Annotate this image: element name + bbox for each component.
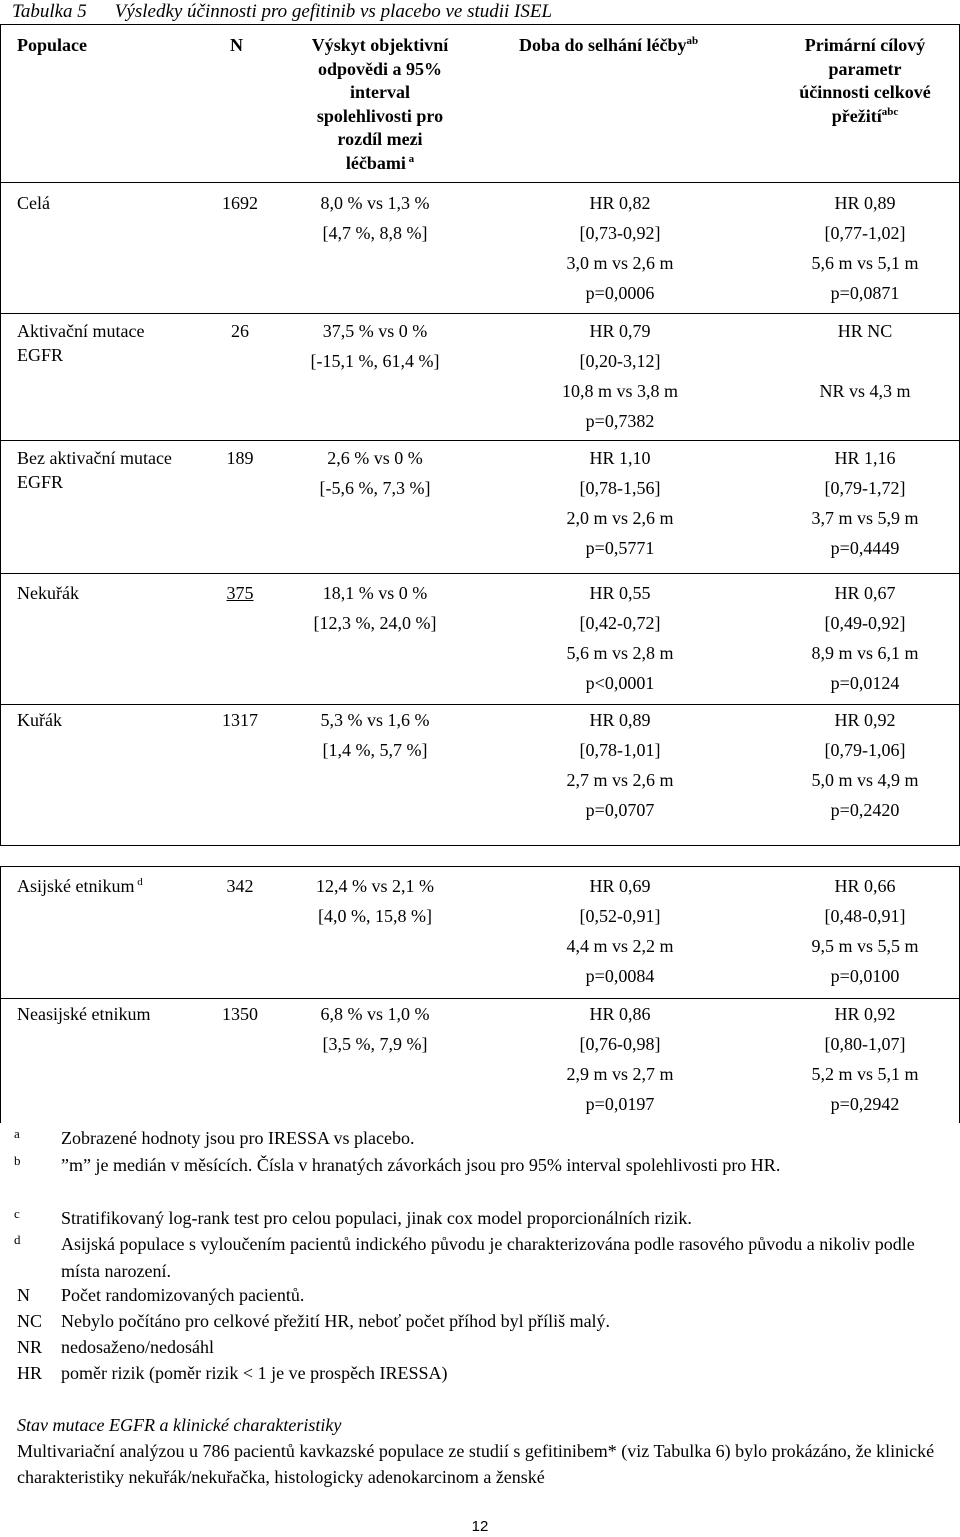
header-n: N bbox=[230, 35, 243, 55]
row-os-value: p=0,0100 bbox=[830, 966, 900, 986]
footnote-key: d bbox=[14, 1232, 21, 1247]
row-label bbox=[17, 319, 177, 367]
header-overall-survival bbox=[765, 34, 960, 128]
row-response-value: 8,0 % vs 1,3 % bbox=[320, 193, 430, 213]
footnote-text: nedosaženo/nedosáhl bbox=[61, 1337, 214, 1357]
header-divider bbox=[0, 182, 960, 183]
row-response-value: 18,1 % vs 0 % bbox=[322, 583, 428, 603]
row-response-value: [-5,6 %, 7,3 %] bbox=[319, 478, 431, 498]
page-number: 12 bbox=[471, 1518, 489, 1535]
row-label-text: Nekuřák bbox=[17, 583, 79, 603]
header-os-line: přežití$^{abc}$ bbox=[831, 105, 899, 126]
row-ttf-value: p=0,0197 bbox=[585, 1094, 655, 1114]
footnote-text: Zobrazené hodnoty jsou pro IRESSA vs placebo. bbox=[61, 1128, 415, 1148]
row-ttf-value: p=0,0006 bbox=[585, 283, 655, 303]
row-response-value: [12,3 %, 24,0 %] bbox=[313, 613, 437, 633]
row-response-value: [4,0 %, 15,8 %] bbox=[318, 906, 432, 926]
header-ttf-text: Doba do selhání léčby bbox=[519, 35, 687, 55]
row-os-value: p=0,2420 bbox=[830, 800, 900, 820]
row-ttf-value: 2,0 m vs 2,6 m bbox=[566, 508, 674, 528]
header-ttf-sup: ab bbox=[686, 35, 699, 47]
footnote-key: b bbox=[14, 1153, 21, 1168]
footnote-key: N bbox=[17, 1285, 30, 1305]
row-ttf-value: HR 0,69 bbox=[589, 876, 651, 896]
row-os-value: p=0,0124 bbox=[830, 673, 900, 693]
row-os-value: HR 0,92 bbox=[834, 710, 896, 730]
row-n: 375 bbox=[226, 583, 254, 603]
row-ttf-value: [0,52-0,91] bbox=[579, 906, 661, 926]
caption-title: Výsledky účinnosti pro gefitinib vs placebo ve studii ISEL bbox=[114, 1, 553, 22]
table-caption bbox=[12, 1, 552, 23]
row-os-value: 5,0 m vs 4,9 m bbox=[811, 770, 919, 790]
row-os-value: HR 0,92 bbox=[834, 1004, 896, 1024]
row-os-value: 8,9 m vs 6,1 m bbox=[811, 643, 919, 663]
row-os-value: [0,80-1,07] bbox=[824, 1034, 906, 1054]
header-os-line: účinnosti celkové bbox=[799, 82, 931, 102]
row-ttf-value: 4,4 m vs 2,2 m bbox=[566, 936, 674, 956]
row-divider bbox=[0, 440, 960, 441]
header-response bbox=[280, 34, 480, 175]
row-ttf-value: p=0,0707 bbox=[585, 800, 655, 820]
row-label-text: Aktivační mutace EGFR bbox=[17, 321, 145, 365]
row-os-value: 5,2 m vs 5,1 m bbox=[811, 1064, 919, 1084]
row-label-text: Neasijské etnikum bbox=[17, 1004, 151, 1024]
header-response-line: Výskyt objektivní bbox=[311, 35, 449, 55]
row-response-value: 37,5 % vs 0 % bbox=[322, 321, 428, 341]
row-os-value: HR NC bbox=[837, 321, 893, 341]
row-response-value: 12,4 % vs 2,1 % bbox=[316, 876, 434, 896]
header-os-line: Primární cílový bbox=[804, 35, 926, 55]
row-os-value: HR 1,16 bbox=[834, 448, 896, 468]
row-label bbox=[17, 1002, 217, 1026]
header-response-line: odpovědi a 95% bbox=[317, 58, 443, 79]
row-ttf-value: HR 0,86 bbox=[589, 1004, 651, 1024]
row-ttf-value: HR 0,89 bbox=[589, 710, 651, 730]
row-os-value: HR 0,89 bbox=[834, 193, 896, 213]
footnote-key: HR bbox=[17, 1363, 43, 1383]
row-label bbox=[17, 874, 217, 898]
row-response-value: [4,7 %, 8,8 %] bbox=[322, 223, 428, 243]
row-n: 189 bbox=[226, 448, 254, 468]
row-n: 1692 bbox=[222, 193, 258, 213]
footnote-key: c bbox=[14, 1206, 20, 1221]
row-n: 1317 bbox=[222, 710, 258, 730]
row-ttf-value: [0,78-1,56] bbox=[579, 478, 661, 498]
row-os-value: p=0,2942 bbox=[830, 1094, 900, 1114]
row-label-text: Celá bbox=[17, 193, 50, 213]
row-os-value: HR 0,67 bbox=[834, 583, 896, 603]
row-ttf-value: p=0,7382 bbox=[585, 411, 655, 431]
row-divider bbox=[0, 313, 960, 314]
row-ttf-value: p=0,0084 bbox=[585, 966, 655, 986]
caption-label: Tabulka 5 bbox=[12, 1, 87, 22]
row-ttf-value: [0,73-0,92] bbox=[579, 223, 661, 243]
row-os-value: [0,79-1,06] bbox=[824, 740, 906, 760]
footnote-text: Asijská populace s vyloučením pacientů indického původu je charakterizována podle rasového původu a nikoliv podle místa narození. bbox=[61, 1234, 915, 1281]
header-os-line: parametr bbox=[828, 58, 902, 79]
footnote-text: poměr rizik (poměr rizik < 1 je ve prospěch IRESSA) bbox=[61, 1363, 448, 1383]
row-n: 342 bbox=[226, 876, 254, 896]
header-response-line: rozdíl mezi bbox=[337, 129, 423, 149]
row-ttf-value: HR 0,82 bbox=[589, 193, 651, 213]
row-os-value: [0,77-1,02] bbox=[824, 223, 906, 243]
row-label-text: Asijské etnikum bbox=[17, 876, 135, 896]
row-divider bbox=[0, 573, 960, 574]
footnote-text: Počet randomizovaných pacientů. bbox=[61, 1285, 305, 1305]
row-ttf-value: 3,0 m vs 2,6 m bbox=[566, 253, 674, 273]
row-label-sup: d bbox=[134, 876, 143, 888]
row-os-value: p=0,4449 bbox=[830, 538, 900, 558]
row-label bbox=[17, 446, 177, 494]
row-response-value: [3,5 %, 7,9 %] bbox=[322, 1034, 428, 1054]
row-label bbox=[17, 191, 177, 215]
row-n: 26 bbox=[231, 321, 249, 341]
header-response-line: léčbami $^a$ bbox=[345, 152, 415, 173]
header-os-sup: abc bbox=[881, 105, 899, 118]
row-ttf-value: 2,9 m vs 2,7 m bbox=[566, 1064, 674, 1084]
footnote-text: Nebylo počítáno pro celkové přežití HR, neboť počet příhod byl příliš malý. bbox=[61, 1311, 611, 1331]
row-os-value: p=0,0871 bbox=[830, 283, 900, 303]
row-response-value: [-15,1 %, 61,4 %] bbox=[310, 351, 440, 371]
row-response-value: 5,3 % vs 1,6 % bbox=[320, 710, 430, 730]
row-os-value: 9,5 m vs 5,5 m bbox=[811, 936, 919, 956]
row-ttf-value: HR 0,79 bbox=[589, 321, 651, 341]
row-os-value: HR 0,66 bbox=[834, 876, 896, 896]
row-ttf-value: 10,8 m vs 3,8 m bbox=[561, 381, 678, 401]
row-os-value: [0,49-0,92] bbox=[824, 613, 906, 633]
row-ttf-value: p<0,0001 bbox=[585, 673, 655, 693]
row-label-text: Bez aktivační mutace EGFR bbox=[17, 448, 172, 492]
row-label bbox=[17, 708, 177, 732]
header-time-to-failure bbox=[519, 34, 698, 58]
row-n: 1350 bbox=[222, 1004, 258, 1024]
footnote-text: Stratifikovaný log-rank test pro celou populaci, jinak cox model proporcionálních rizik. bbox=[61, 1208, 692, 1228]
footnote-key: a bbox=[14, 1126, 20, 1141]
row-ttf-value: 5,6 m vs 2,8 m bbox=[566, 643, 674, 663]
row-ttf-value: HR 1,10 bbox=[589, 448, 651, 468]
row-response-value: 2,6 % vs 0 % bbox=[327, 448, 423, 468]
header-response-line: interval bbox=[350, 82, 410, 102]
section-heading: Stav mutace EGFR a klinické charakteristiky bbox=[17, 1415, 342, 1435]
row-ttf-value: [0,76-0,98] bbox=[579, 1034, 661, 1054]
row-ttf-value: p=0,5771 bbox=[585, 538, 655, 558]
section-text: Multivariační analýzou u 786 pacientů kavkazské populace ze studií s gefitinibem* (viz Tabulka 6) bylo prokázáno, že klinické charakteristiky nekuřák/nekuřačka, histologicky adenokarcinom a ženské bbox=[17, 1441, 935, 1487]
row-response-value: 6,8 % vs 1,0 % bbox=[320, 1004, 430, 1024]
row-os-value: 5,6 m vs 5,1 m bbox=[811, 253, 919, 273]
row-ttf-value: [0,20-3,12] bbox=[579, 351, 661, 371]
footnote-text: ”m” je medián v měsících. Čísla v hranatých závorkách jsou pro 95% interval spolehlivosti pro HR. bbox=[61, 1155, 781, 1175]
footnote-key: NR bbox=[17, 1337, 43, 1357]
row-label bbox=[17, 581, 177, 605]
row-ttf-value: [0,42-0,72] bbox=[579, 613, 661, 633]
row-label-text: Kuřák bbox=[17, 710, 62, 730]
row-os-value: NR vs 4,3 m bbox=[819, 381, 911, 401]
header-response-sup: a bbox=[405, 152, 415, 165]
header-response-line: spolehlivosti pro bbox=[316, 105, 444, 126]
footnote-key: NC bbox=[17, 1311, 43, 1331]
header-population: Populace bbox=[17, 35, 87, 55]
row-ttf-value: 2,7 m vs 2,6 m bbox=[566, 770, 674, 790]
row-ttf-value: [0,78-1,01] bbox=[579, 740, 661, 760]
row-os-value: [0,79-1,72] bbox=[824, 478, 906, 498]
row-os-value: 3,7 m vs 5,9 m bbox=[811, 508, 919, 528]
row-os-value: [0,48-0,91] bbox=[824, 906, 906, 926]
row-ttf-value: HR 0,55 bbox=[589, 583, 651, 603]
row-response-value: [1,4 %, 5,7 %] bbox=[322, 740, 428, 760]
